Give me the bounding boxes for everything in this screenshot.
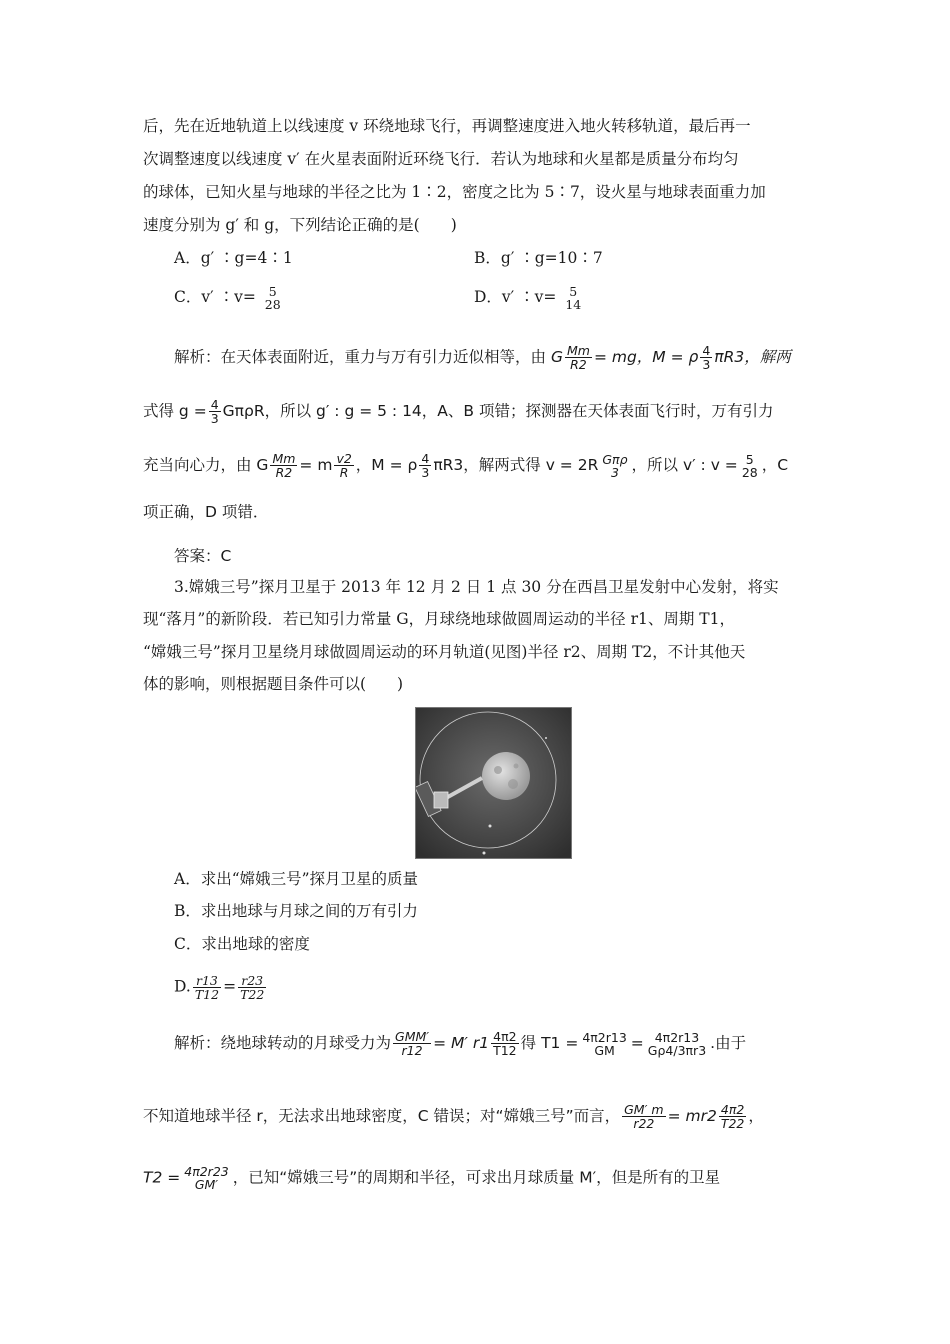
frac-num: GM′ m [624, 1102, 664, 1117]
frac-num: 5 [745, 451, 754, 467]
frac-num: GMM′ [395, 1029, 430, 1044]
text: 解析：在天体表面附近，重力与万有引力近似相等，由 [174, 348, 547, 366]
fraction [419, 452, 431, 479]
problem2-line4: 速度分别为 g′ 和 g，下列结论正确的是( ) [143, 216, 457, 234]
solution2-line4: 项正确，D 项错． [143, 503, 269, 521]
fraction [740, 453, 760, 479]
fraction [565, 344, 592, 371]
lunar-orbit-figure [415, 707, 572, 859]
frac-num: 4π2 [719, 1103, 747, 1117]
fraction [491, 1030, 519, 1057]
option-d-label: D．v′ ∶v= [474, 288, 557, 306]
frac-num: 4 [421, 451, 430, 466]
frac-den: 3 [210, 411, 219, 426]
frac-den: R [339, 465, 349, 480]
sqrt-fraction [580, 1031, 628, 1057]
frac-num: r23 [238, 974, 266, 988]
fraction [393, 1030, 431, 1057]
moon-crater [508, 779, 518, 789]
lunar-orbit-illustration [416, 708, 571, 858]
frac-den: r22 [633, 1116, 655, 1131]
frac-num: 4 [210, 397, 219, 412]
text: = m [299, 456, 333, 474]
problem3-line1: 3.嫦娥三号”探月卫星于 2013 年 12 月 2 日 1 点 30 分在西昌卫星发射中心发射，将实 [174, 578, 779, 596]
solution3-line3 [143, 1165, 720, 1191]
fraction [334, 452, 353, 479]
frac-num: 4π2 [491, 1030, 519, 1044]
fraction [209, 398, 221, 425]
solution3-line1 [174, 1030, 746, 1057]
frac-num: 5 [569, 284, 578, 299]
text: 解析：绕地球转动的月球受力为 [174, 1034, 392, 1052]
frac-den: r12 [401, 1043, 423, 1058]
text: 不知道地球半径 r，无法求出地球密度，C 错误；对“嫦娥三号”而言， [143, 1107, 621, 1125]
frac-num: 5 [268, 284, 277, 299]
text: G [550, 348, 563, 366]
text: T2 = [143, 1168, 181, 1187]
option-c-fraction [263, 285, 283, 311]
frac-den: 3 [702, 357, 711, 372]
fraction [719, 1103, 747, 1130]
fraction [700, 344, 712, 371]
frac-den: R2 [275, 465, 293, 480]
star [489, 825, 492, 828]
frac-den: 3 [421, 465, 430, 480]
text: 充当向心力，由 G [143, 456, 269, 474]
frac-den: 28 [741, 464, 758, 480]
problem3-option-d [174, 974, 268, 1001]
solution2-line2 [143, 398, 773, 425]
option-c-label: C．v′ ∶v= [174, 288, 256, 306]
problem2-option-d [474, 285, 585, 311]
text: = M′ r1 [433, 1034, 490, 1052]
frac-num: 4 [702, 343, 711, 358]
problem2-line1: 后，先在近地轨道上以线速度 v 环绕地球飞行，再调整速度进入地火转移轨道，最后再一 [143, 117, 751, 135]
solution2-line3 [143, 452, 788, 479]
problem3-option-a: A．求出“嫦娥三号”探月卫星的质量 [174, 870, 419, 888]
moon-crater [494, 766, 502, 774]
problem3-option-b: B．求出地球与月球之间的万有引力 [174, 902, 418, 920]
text: = mr2 [667, 1107, 717, 1125]
text: ，C [761, 456, 789, 474]
frac-num: Gπρ [602, 451, 628, 467]
option-d-fraction [563, 285, 583, 311]
problem2-option-b: B．g′ ∶g=10∶7 [474, 249, 603, 267]
frac-den: 3 [610, 464, 619, 480]
problem2-option-c [174, 285, 285, 311]
frac-num: Mm [272, 451, 296, 466]
problem3-option-c: C．求出地球的密度 [174, 935, 310, 953]
satellite-body [434, 792, 448, 808]
solution3-line2 [143, 1103, 764, 1130]
answer2: 答案：C [174, 547, 232, 565]
text: .由于 [710, 1034, 747, 1052]
option-d-label: D. [174, 977, 191, 996]
frac-num: v2 [336, 451, 352, 466]
text: = mg，M = ρ [593, 348, 699, 366]
frac-den: T22 [240, 987, 265, 1002]
sqrt-fraction [646, 1031, 708, 1057]
fraction [270, 452, 297, 479]
problem2-line3: 的球体，已知火星与地球的半径之比为 1∶2，密度之比为 5∶7，设火星与地球表面重力加 [143, 183, 766, 201]
solution2-line1 [174, 344, 791, 371]
frac-den: Gρ4/3πr3 [647, 1042, 707, 1058]
text: ，所以 v′ : v = [631, 456, 738, 474]
star [545, 737, 547, 739]
frac-den: 28 [264, 297, 281, 312]
text: πR3，解两式得 v = 2R [433, 456, 599, 474]
fraction [622, 1103, 665, 1130]
fraction [193, 974, 221, 1001]
text: ，M = ρ [355, 456, 418, 474]
frac-num: 4π2r13 [582, 1029, 627, 1045]
text: ， [748, 1107, 764, 1125]
text: 得 T1 = [520, 1034, 579, 1052]
text: 式得 g = [143, 402, 207, 420]
sqrt-fraction [182, 1165, 230, 1191]
moon [482, 752, 530, 800]
frac-num: 4π2r13 [654, 1029, 700, 1045]
fraction [238, 974, 266, 1001]
problem2-option-a: A．g′ ∶g=4∶1 [174, 249, 293, 267]
frac-den: T12 [493, 1043, 517, 1058]
text: GπρR，所以 g′ : g = 5 : 14，A、B 项错；探测器在天体表面飞行时，万有引力 [222, 402, 774, 420]
equals: = [223, 977, 237, 996]
frac-den: 14 [565, 297, 582, 312]
frac-den: T12 [194, 987, 220, 1002]
frac-den: T22 [720, 1116, 745, 1131]
frac-den: GM′ [194, 1177, 219, 1192]
problem3-line3: “嫦娥三号”探月卫星绕月球做圆周运动的环月轨道(见图)半径 r2、周期 T2，不计其他天 [143, 643, 746, 661]
frac-num: 4π2r23 [184, 1164, 229, 1179]
problem2-line2: 次调整速度以线速度 v′ 在火星表面附近环绕飞行．若认为地球和火星都是质量分布均匀 [143, 150, 739, 168]
sqrt-fraction [600, 453, 629, 479]
problem3-line2: 现“落月”的新阶段．若已知引力常量 G，月球绕地球做圆周运动的半径 r1、周期 T1， [143, 610, 735, 628]
problem3-line4: 体的影响，则根据题目条件可以( ) [143, 675, 404, 693]
text: πR3，解两 [714, 348, 791, 366]
orbit-marker [483, 852, 486, 855]
text: ，已知“嫦娥三号”的周期和半径，可求出月球质量 M′，但是所有的卫星 [232, 1168, 721, 1187]
frac-num: Mm [566, 343, 590, 358]
frac-den: GM [594, 1042, 615, 1058]
text: = [630, 1034, 644, 1052]
moon-crater [514, 764, 519, 769]
frac-den: R2 [570, 357, 587, 372]
frac-num: r13 [193, 974, 221, 988]
